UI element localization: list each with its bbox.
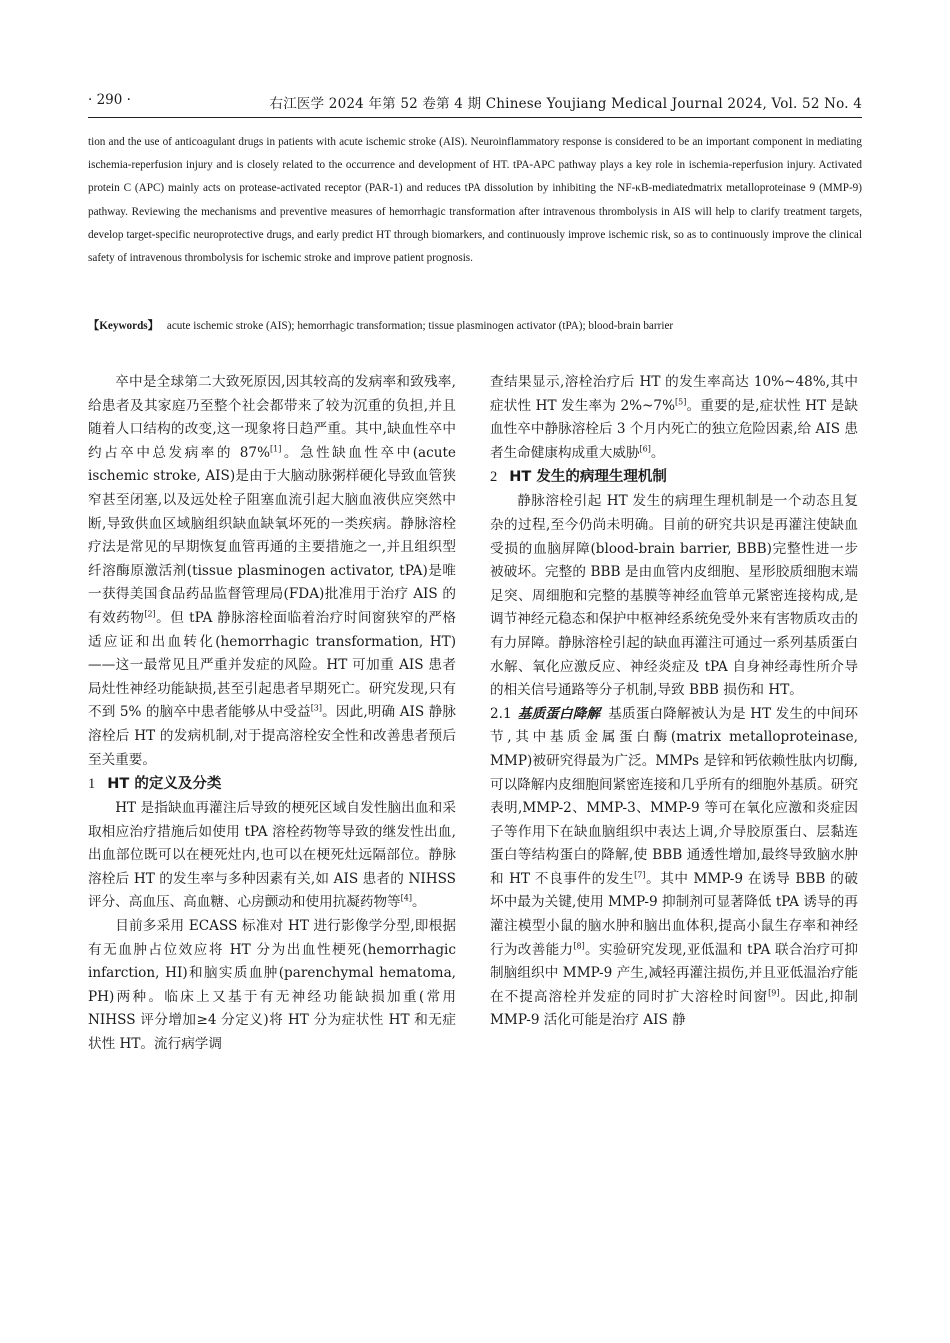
subsection-paragraph: 2.1 基质蛋白降解 基质蛋白降解被认为是 HT 发生的中间环节,其中基质金属蛋白酶(matrix metalloproteinase, MMP)被研究得最为广泛。MMPs 是锌和钙依赖性肽内切酶,可以降解内皮细胞间紧密连接和几乎所有的细胞外基质。研究表明,MMP-2、MMP-3、MMP-9 等可在氧化应激和炎症因子等作用下在缺血脑组织中表达上调,介导胶原蛋白、层黏连蛋白等结构蛋白的降解,使 BBB 通透性增加,最终导致脑水肿和 HT 不良事件的发生[7]。其中 MMP-9 在诱导 BBB 的破坏中最为关键,使用 MMP-9 抑制剂可显著降低 tPA 诱导的再灌注模型小鼠的脑水肿和脑出血体积,提高小鼠生存率和神经行为改善能力[8]。实验研究发现,亚低温和 tPA 联合治疗可抑制脑组织中 MMP-9 产生,减轻再灌注损伤,并且亚低温治疗能在不提高溶栓并发症的同时扩大溶栓时间窗[9]。因此,抑制 MMP-9 活化可能是治疗 AIS 静 (490, 705, 859, 1029)
citation[interactable]: [8] (573, 941, 585, 951)
keywords-text: acute ischemic stroke (AIS); hemorrhagic transformation; tissue plasminogen activator (tPA); blood-brain barrier (166, 320, 674, 332)
section-heading-2: 2 HT 发生的病理生理机制 (490, 469, 667, 486)
subsection-title: 基质蛋白降解 (517, 705, 601, 722)
citation[interactable]: [4] (400, 893, 412, 903)
citation[interactable]: [5] (674, 397, 687, 407)
citation[interactable]: [3] (310, 703, 323, 713)
right-column (490, 371, 858, 1033)
citation[interactable]: [1] (270, 444, 282, 454)
citation[interactable]: [6] (639, 444, 651, 454)
page-number: · 290 · (88, 92, 131, 108)
english-abstract: tion and the use of anticoagulant drugs in patients with acute ischemic stroke (AIS). Neuroinflammatory response is considered to be an important component in mediating ischemia-reperfusion injury and is closely related to the occurrence and development of HT. tPA-APC pathway plays a key role in ischemia-reperfusion injury. Activated protein C (APC) mainly acts on protease-activated receptor (PAR-1) and reduces tPA dissolution by inhibiting the NF-κB-mediatedmatrix metalloproteinase 9 (MMP-9) pathway. Reviewing the mechanisms and preventive measures of hemorrhagic transformation after intravenous thrombolysis in AIS will help to clarify treatment targets, develop target-specific neuroprotective drugs, and early predict HT through biomarkers, and continuously improve ischemic risk, so as to continuously improve the clinical safety of intravenous thrombolysis for ischemic stroke and improve patient prognosis. (88, 136, 862, 265)
paragraph: 静脉溶栓引起 HT 发生的病理生理机制是一个动态且复杂的过程,至今仍尚未明确。目前的研究共识是再灌注使缺血受损的血脑屏障(blood-brain barrier, BBB)完整性进一步被破坏。完整的 BBB 是由血管内皮细胞、星形胶质细胞末端足突、周细胞和完整的基膜等神经血管单元紧密连接构成,是调节神经元稳态和保护中枢神经系统免受外来有害物质攻击的有力屏障。静脉溶栓引起的缺血再灌注可通过一系列基质蛋白水解、氧化应激反应、神经炎症及 tPA 自身神经毒性所介导的相关信号通路等分子机制,导致 BBB 损伤和 HT。 (490, 493, 858, 699)
citation[interactable]: [2] (144, 609, 156, 619)
paragraph: 目前多采用 ECASS 标准对 HT 进行影像学分型,即根据有无血肿占位效应将 HT 分为出血性梗死(hemorrhagic infarction, HI)和脑实质血肿(parenchymal hematoma, PH)两种。临床上又基于有无神经功能缺损加重(常用 NIHSS 评分增加≥4 分定义)将 HT 分为症状性 HT 和无症状性 HT。流行病学调 (88, 918, 456, 1053)
citation[interactable]: [9] (768, 988, 780, 998)
running-header (88, 92, 862, 114)
header-rule (88, 117, 862, 118)
subsection-number: 2.1 (490, 705, 512, 722)
citation[interactable]: [7] (634, 870, 646, 880)
left-column (88, 371, 456, 1057)
section-heading-1: 1 HT 的定义及分类 (88, 776, 222, 793)
keywords (88, 316, 862, 336)
paragraph: HT 是指缺血再灌注后导致的梗死区域自发性脑出血和采取相应治疗措施后如使用 tPA 溶栓药物等导致的继发性出血,出血部位既可以在梗死灶内,也可以在梗死灶远隔部位。静脉溶栓后 HT 的发生率与多种因素有关,如 AIS 患者的 NIHSS 评分、高血压、高血糖、心房颤动和使用抗凝药物等[4]。 (88, 800, 456, 911)
paragraph-continued: 查结果显示,溶栓治疗后 HT 的发生率高达 10%~48%,其中症状性 HT 发生率为 2%~7%[5]。重要的是,症状性 HT 是缺血性卒中静脉溶栓后 3 个月内死亡的独立危险因素,给 AIS 患者生命健康构成重大威胁[6]。 (490, 374, 858, 461)
journal-citation: 右江医学 2024 年第 52 卷第 4 期 Chinese Youjiang Medical Journal 2024, Vol. 52 No. 4 (269, 96, 862, 112)
intro-paragraph: 卒中是全球第二大致死原因,因其较高的发病率和致残率,给患者及其家庭乃至整个社会都带来了较为沉重的负担,并且随着人口结构的改变,这一现象将日趋严重。其中,缺血性卒中约占卒中总发病率的 87%[1]。急性缺血性卒中(acute ischemic stroke, AIS)是由于大脑动脉粥样硬化导致血管狭窄甚至闭塞,以及远处栓子阻塞血流引起大脑血液供应突然中断,导致供血区域脑组织缺血缺氧坏死的一类疾病。静脉溶栓疗法是常见的早期恢复血管再通的主要措施之一,并且组织型纤溶酶原激活剂(tissue plasminogen activator, tPA)是唯一获得美国食品药品监督管理局(FDA)批准用于治疗 AIS 的有效药物[2]。但 tPA 静脉溶栓面临着治疗时间窗狭窄的严格适应证和出血转化(hemorrhagic transformation, HT)——这一最常见且严重并发症的风险。HT 可加重 AIS 患者局灶性神经功能缺损,甚至引起患者早期死亡。研究发现,只有不到 5% 的脑卒中患者能够从中受益[3]。因此,明确 AIS 静脉溶栓后 HT 的发病机制,对于提高溶栓安全性和改善患者预后至关重要。 (88, 374, 456, 768)
keywords-label: 【Keywords】 (88, 320, 159, 332)
